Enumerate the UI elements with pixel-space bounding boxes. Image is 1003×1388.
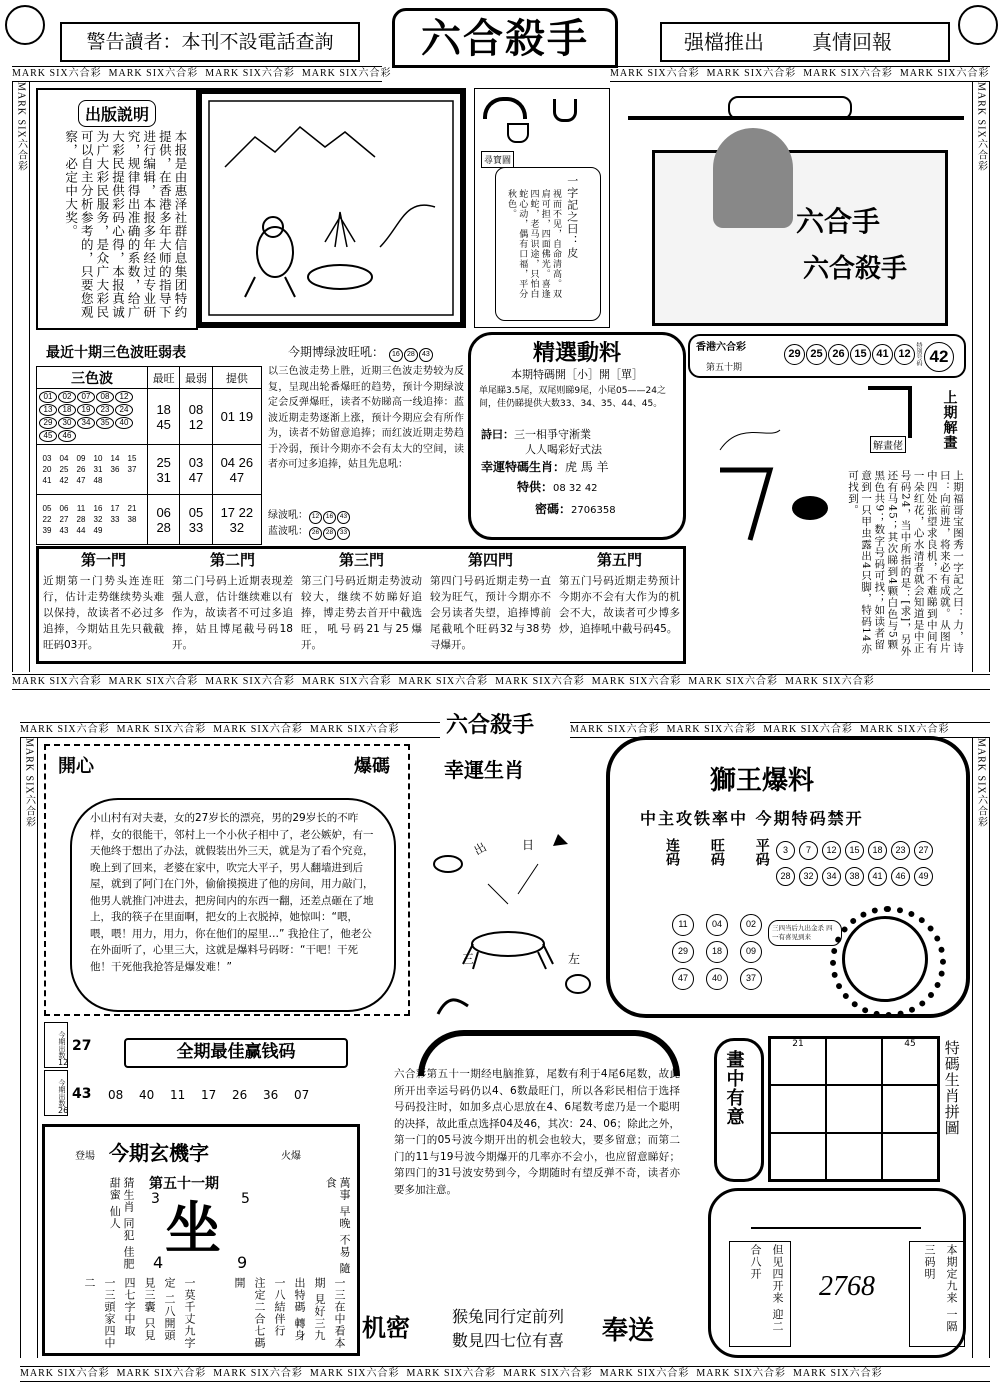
best-win-section: [44, 1022, 344, 1118]
lion-big-grid: [774, 838, 954, 890]
wave-number: 44: [76, 525, 86, 535]
miki-label: 机密: [362, 1313, 410, 1342]
lion-small-ball: 11: [672, 914, 694, 936]
door-4-body: 第四门号码近期走势一直较为旺气，预计今期亦不会另读者失望，追捧博前尾截吼个旺码32与38势寻爆开。: [430, 575, 551, 651]
wave-number: 49: [93, 525, 103, 535]
painting-cell-4: [770, 1085, 826, 1132]
lion-small-ball: 04: [706, 914, 728, 936]
wave-number: 21: [127, 503, 137, 513]
green-wave-ball: 12: [309, 511, 322, 524]
selected-open-line: 本期特碼開［小］開［單］: [511, 368, 643, 381]
red-wave-cold: 08 12: [180, 389, 212, 445]
lion-big-ball: 49: [914, 867, 933, 886]
wave-number: 22: [42, 514, 52, 524]
wave-number: 08: [96, 391, 114, 403]
wave-number: 04: [59, 453, 69, 463]
lion-title: 獅王爆料: [710, 766, 815, 796]
col-three-color: 三色波: [37, 367, 148, 389]
best-number: 36: [263, 1088, 279, 1102]
zodiac-animals-drawing: [418, 784, 598, 1014]
painting-cell-3: 45: [882, 1038, 938, 1085]
green-wave-ball: 43: [337, 511, 350, 524]
blue-wave-row: 蓝波吼： 26 28 33: [268, 522, 464, 538]
col-pick: 提供: [212, 367, 261, 389]
door-3-title: 第三門: [338, 551, 384, 569]
mystery-bottom-left: 一莫千丈九字定 二八開頭見三囊 只見四七字中取 一三頭家四中二: [83, 1277, 196, 1349]
wave-number: 06: [59, 503, 69, 513]
wave-number: 07: [77, 391, 95, 403]
lion-big-ball: 32: [799, 867, 818, 886]
blue-wave-ball: 26: [309, 527, 322, 540]
treasure-poem-box: [474, 88, 610, 328]
lottery-ball: 12: [894, 344, 915, 365]
wave-number: 10: [93, 453, 103, 463]
green-wave-cold: 05 33: [180, 495, 212, 545]
lion-big-ball: 15: [845, 841, 864, 860]
lion-big-ball: 41: [868, 867, 887, 886]
green-wave-pick: 17 22 32: [212, 495, 261, 545]
wave-number: 23: [96, 404, 114, 416]
door-2-body: 第二门号码上近期表现差强人意，估计继续难以有作为，故读者不可过多追捧，姑且博尾截号码18开。: [172, 575, 293, 651]
wave-number: 39: [42, 525, 52, 535]
slogan-left: 强檔推出: [684, 30, 764, 54]
best-side-1-value: 27: [72, 1038, 92, 1054]
publish-note-box: [36, 88, 198, 330]
five-doors-box: [36, 546, 686, 664]
warning-banner: [60, 22, 360, 62]
lion-headline: 中主攻铁率中 今期特码禁开: [640, 809, 864, 828]
door-5-body: 第五门号码近期走势预计今期亦不会有大作为的机会不大，故读者可少博多炒，追捧吼中截号码45。: [559, 575, 680, 635]
warning-text: 警告讀者：本刊不設電話查詢: [86, 31, 334, 53]
best-numbers: [108, 1088, 344, 1102]
lion-small-ball: 09: [740, 941, 762, 963]
poem-title: 一字記之曰：皮: [565, 175, 579, 259]
mystery-right-col: 萬事 早晚 不易 隨食: [324, 1177, 351, 1275]
final-right-text: 本期定九来 一隔三码明: [909, 1241, 965, 1347]
riddle-title: 上期解畫: [941, 390, 958, 450]
slogan-banner: [660, 22, 950, 62]
wave-number: 20: [42, 464, 52, 474]
door-4: [426, 549, 555, 655]
best-side-1: 今期出数: [44, 1022, 68, 1068]
mark-six-strip-right-top: MARK SIX六合彩: [972, 82, 990, 672]
mystery-num-3: 4: [153, 1253, 164, 1272]
mystery-num-1: 3: [151, 1191, 160, 1207]
final-box: [708, 1188, 966, 1358]
wave-number: 48: [93, 475, 103, 485]
wave-number: 33: [110, 514, 120, 524]
bird-drawing-box: [196, 88, 466, 328]
selected-lucky: 幸運特碼生肖：虎 馬 羊: [481, 460, 609, 474]
wave-number: 26: [76, 464, 86, 474]
girl-caption-bottom: 六合殺手: [803, 254, 908, 284]
mystery-right-tag: 火爆: [281, 1151, 301, 1162]
door-1: [39, 549, 168, 655]
lottery-label: 香港六合彩: [696, 342, 746, 353]
painting-side: 特碼生肖拼圖: [942, 1040, 961, 1136]
col-cold: 最弱: [180, 367, 212, 389]
miki-send: 奉送: [602, 1316, 655, 1346]
painting-section: [706, 1030, 968, 1184]
mystery-num-4: 9: [237, 1253, 248, 1272]
corner-ornament-tr: [958, 5, 998, 45]
mystery-bottom-right: 一三在中看本期 見好三九出特碼 轉身一八結伴行 注定二合七碼開: [233, 1277, 346, 1349]
blue-wave-hot: 25 31: [148, 445, 180, 495]
wave-number: 32: [93, 514, 103, 524]
lion-small-ball: 18: [706, 941, 728, 963]
wave-number: 35: [96, 417, 114, 429]
wave-section: [268, 340, 464, 540]
story-title-right: 爆碼: [354, 756, 390, 777]
lion-mane: [830, 906, 946, 1018]
treasure-badge: 尋寶圖: [481, 151, 514, 168]
painting-title: 畫中有意: [723, 1050, 745, 1126]
wave-number: 38: [127, 514, 137, 524]
col-hot: 最旺: [148, 367, 180, 389]
three-color-section: [36, 340, 262, 542]
wave-number: 18: [58, 404, 76, 416]
three-color-table: [36, 366, 262, 545]
lion-big-ball: 28: [776, 867, 795, 886]
mark-six-strip-bottom: MARK SIX六合彩 MARK SIX六合彩 MARK SIX六合彩 MARK SIX六合彩 MARK SIX六合彩 MARK SIX六合彩 MARK SIX六合彩 MARK SIX六合彩 MARK SIX六合彩: [20, 1366, 990, 1382]
door-5: [555, 549, 684, 639]
blue-wave-ball: 33: [337, 527, 350, 540]
mystery-box: [42, 1124, 360, 1356]
wave-number: 03: [42, 453, 52, 463]
wave-number: 45: [39, 430, 57, 442]
lion-big-ball: 18: [868, 841, 887, 860]
final-center: 2768: [819, 1271, 875, 1302]
lottery-ball: 25: [806, 344, 827, 365]
lottery-issue: 第五十期: [706, 363, 743, 373]
door-1-title: 第一門: [80, 551, 126, 569]
lottery-ball: 29: [784, 344, 805, 365]
mystery-num-2: 5: [241, 1191, 250, 1207]
horseshoe-icon: [553, 99, 577, 122]
mystery-big-char: 坐: [165, 1196, 221, 1262]
wave-number: 47: [76, 475, 86, 485]
analysis-body: 六合彩第五十一期经电脑推算，尾数有利于4尾6尾数，故此所开出幸运号码仍以4、6数最旺门，所以各彩民相信于选择号码投注时，如加多点心思放在4、6尾数考虑乃是一个聪明的决择，故此重点选择04及46，其次：24、06；除此之外，第一门的05号波今期开出的机会也较大，要多留意；而第二门的11与19号波今期爆开的几率亦不会小，也应留意睇好；第四门的31号波安势到今，今期随时有望反弹不奇，读者亦要多加注意。: [394, 1068, 680, 1196]
blue-wave-pick: 04 26 47: [212, 445, 261, 495]
girl-figure: [713, 128, 793, 228]
best-side-2-ref: 26: [58, 1106, 69, 1115]
poem-body: 视而不见，自命清高。双肩可担，四面佛光。喜逢四蛇，老马识途，只怕白蛇心动，偶有口福，平分秋色。: [506, 189, 561, 299]
selected-poem: 詩曰：三一相爭守淅業 人人喝彩好式法: [481, 428, 602, 456]
painting-cell-7: [770, 1133, 826, 1180]
wave-title-row: [268, 340, 464, 364]
mark-six-strip-top-left: MARK SIX六合彩 MARK SIX六合彩 MARK SIX六合彩 MARK SIX六合彩: [12, 66, 382, 82]
story-box: [44, 744, 410, 1016]
wave-number: 40: [115, 417, 133, 429]
lottery-ball: 26: [828, 344, 849, 365]
bird-flower-drawing: [205, 97, 457, 319]
wave-number: 02: [58, 391, 76, 403]
riddle-frame: [868, 386, 912, 438]
best-side-2: 今期出数: [44, 1070, 68, 1116]
wave-ball: 16: [389, 348, 403, 362]
best-title: 全期最佳赢钱码: [176, 1042, 296, 1062]
wave-number: 28: [76, 514, 86, 524]
best-title-banner: [124, 1038, 348, 1068]
wave-number: 01: [39, 391, 57, 403]
zodiac-char-3: 三: [462, 952, 475, 966]
mark-six-strip-top-right: MARK SIX六合彩 MARK SIX六合彩 MARK SIX六合彩 MARK SIX六合彩: [610, 66, 990, 82]
lion-big-ball: 46: [891, 867, 910, 886]
mystery-issue: 第五十一期: [149, 1176, 219, 1192]
rainbow-icon: [483, 97, 527, 119]
selected-special: 特供：08 32 42: [517, 480, 598, 494]
wave-number: 46: [58, 430, 76, 442]
lion-bubble: 三四当后九出金杀 四一有喜见到来: [768, 920, 842, 946]
selected-data-box: [468, 332, 686, 540]
wave-number: 11: [76, 503, 86, 513]
best-number: 07: [294, 1088, 310, 1102]
wave-number: 30: [58, 417, 76, 429]
door-2: [168, 549, 297, 655]
lion-labels: 连码 旺码 平码: [664, 838, 770, 866]
mark-six-strip-s2-left: MARK SIX六合彩 MARK SIX六合彩 MARK SIX六合彩 MARK SIX六合彩: [20, 722, 440, 738]
door-5-title: 第五門: [596, 551, 642, 569]
lion-small-ball: 37: [740, 968, 762, 990]
best-number: 08: [108, 1088, 124, 1102]
lion-big-ball: 12: [822, 841, 841, 860]
publish-note-body: 本报是由惠泽社群信息集团特约提供，在香港多年大师的指导下进行编辑，本报多年经过专业研究，规律得出准确的系数，给广大彩民提供彩码心得，本报真诚为广大彩民服务，是众广大彩民可以自主分析参考的，只要您观察，必定中大奖。: [63, 130, 188, 319]
green-wave-ball: 16: [323, 511, 336, 524]
final-left-text: 但见四开来 迎二合八开: [729, 1241, 791, 1347]
wave-number: 42: [59, 475, 69, 485]
miki-text-2: 數見四七位有喜: [452, 1331, 565, 1350]
wave-number: 12: [115, 391, 133, 403]
zodiac-char-2: 日: [522, 838, 535, 852]
wave-number: 43: [59, 525, 69, 535]
wave-title: 今期博绿波旺吼：: [288, 345, 385, 359]
wave-number: 14: [110, 453, 120, 463]
best-side-2-value: 43: [72, 1086, 92, 1102]
wave-number: 15: [127, 453, 137, 463]
lion-big-ball: 23: [891, 841, 910, 860]
wave-number: 25: [59, 464, 69, 474]
wave-number: 41: [42, 475, 52, 485]
lion-box: [606, 736, 970, 1018]
wave-number: 16: [93, 503, 103, 513]
wave-ball: 43: [419, 348, 433, 362]
blue-wave-nums: [37, 445, 148, 495]
lion-big-ball: 27: [914, 841, 933, 860]
pot-icon: [507, 123, 529, 143]
riddle-tag: 解畫佬: [870, 436, 906, 453]
mystery-title: 今期玄機字: [109, 1141, 209, 1165]
painting-cell-9: [882, 1133, 938, 1180]
painting-cell-6: [882, 1085, 938, 1132]
mark-six-strip-s2-right: MARK SIX六合彩 MARK SIX六合彩 MARK SIX六合彩 MARK SIX六合彩: [570, 722, 990, 738]
wave-number: 34: [77, 417, 95, 429]
lucky-zodiac-section: [418, 744, 598, 1016]
red-wave-nums: [37, 389, 148, 445]
door-4-title: 第四門: [467, 551, 513, 569]
lottery-special-ball: 42: [924, 342, 954, 372]
door-2-title: 第二門: [209, 551, 255, 569]
lion-big-ball: 38: [845, 867, 864, 886]
lottery-ball: 15: [850, 344, 871, 365]
mark-six-strip-left-top: MARK SIX六合彩: [12, 82, 30, 672]
lion-small-ball: 29: [672, 941, 694, 963]
painting-cell-5: [826, 1085, 882, 1132]
wave-body: 以三色波走势上胜，近期三色波走势较为反复，呈现出轮番爆旺的趋势，预计今期绿波定会反弹爆旺，读者不妨睇高一线追捧：蓝波近期走势逐渐上涨，预计今期应会有所作为，读者不妨留意追捧；而红波近期走势趋于冷弱，预计今期亦不会有太大的空间，读者亦可过多追捧，姑且先息吼：: [268, 366, 464, 470]
door-3: [297, 549, 426, 655]
lion-small-ball: 40: [706, 968, 728, 990]
lottery-ball: 41: [872, 344, 893, 365]
selected-code: 密碼：2706358: [535, 502, 616, 516]
zodiac-char-1: 出: [471, 839, 489, 858]
slogan-right: 真情回報: [812, 30, 892, 54]
section2-title: 六合殺手: [446, 712, 535, 738]
wave-number: 17: [110, 503, 120, 513]
lion-small-grid: [666, 912, 776, 993]
lottery-special-tag: 特别号码: [915, 342, 922, 366]
riddle-body: 上期福哥宝图秀一字記之曰：力，诗曰：向前进，将来必有成就。从图片中四处张望求良机，不难睇到中间有一朵红花，心水清者就会知道是中正号码24，当中所指的是：[求]，另外还有马45；其次睇到4颗白色与5颗黑色共9；数字号码可找；如读者留意到一只甲虫露出4只脚，特码14亦可找到。: [847, 470, 964, 657]
girl-photo-frame: [618, 88, 968, 328]
girl-photo-hanger: [728, 96, 852, 120]
wave-number: 05: [42, 503, 52, 513]
best-number: 40: [139, 1088, 155, 1102]
mystery-left-tag: 登場: [75, 1151, 95, 1162]
lottery-result-box: [688, 334, 966, 378]
wave-number: 37: [127, 464, 137, 474]
three-color-title: 最近十期三色波旺弱表: [46, 345, 186, 361]
final-title-bar: [751, 1201, 921, 1229]
lion-small-ball: 47: [672, 968, 694, 990]
wave-ball: 28: [404, 348, 418, 362]
wave-number: 09: [76, 453, 86, 463]
best-number: 11: [170, 1088, 186, 1102]
green-wave-row: 绿波吼： 12 16 43: [268, 506, 464, 522]
miki-section: [362, 1298, 696, 1358]
best-side-1-ref: 12: [58, 1058, 69, 1067]
wave-number: 24: [115, 404, 133, 416]
wave-number: 13: [39, 404, 57, 416]
mark-six-strip-right-bottom: MARK SIX六合彩: [972, 738, 990, 1358]
lion-big-ball: 3: [776, 841, 795, 860]
analysis-section: [368, 1030, 696, 1292]
logo-frame: [392, 8, 618, 68]
blue-wave-ball: 28: [323, 527, 336, 540]
green-wave-hot: 06 28: [148, 495, 180, 545]
wave-number: 36: [110, 464, 120, 474]
girl-caption-top: 六合手: [796, 205, 881, 238]
red-wave-hot: 18 45: [148, 389, 180, 445]
miki-text-1: 猴兔同行定前列: [452, 1307, 565, 1326]
riddle-section: [690, 380, 968, 666]
zodiac-char-4: 左: [568, 952, 581, 966]
painting-cell-1: 21: [770, 1038, 826, 1085]
publish-note-title: 出版説明: [78, 100, 156, 127]
lion-big-ball: 34: [822, 867, 841, 886]
lion-small-ball: 02: [740, 914, 762, 936]
wave-number: 31: [93, 464, 103, 474]
corner-ornament-tl: [5, 5, 45, 45]
blue-wave-cold: 03 47: [180, 445, 212, 495]
mark-six-strip-left-bottom: MARK SIX六合彩: [20, 738, 38, 1358]
story-body: 小山村有对夫妻，女的27岁长的漂亮，男的29岁长的不咋样，女的很能干，邻村上一个小伙子相中了，老公嫉妒，有一天他终于想出了办法，就假装出外三天，就是为了看个究竟，晚上到了回来，老婆在家中，吹完大平子，男人翻墙进到后屋，就到了阿门在门外，偷偷摸摸进了他的房间，用力敲门，他男人就推门冲进去，把房间内的东西一翻，还差点砸在了地上，我的筷子在里面啊，把女的上衣脱掉，她惊叫：“喂，喂，喂！用力，用力，你在他们的屋里…” 我抢住了，他老公在外面听了，心里三大，这就是爆料号码呀：“干吧！干死他！干死他我抢答是爆发难！”: [90, 812, 374, 973]
lion-big-ball: 7: [799, 841, 818, 860]
selected-title: 精選動料: [532, 340, 621, 366]
green-wave-nums: [37, 495, 148, 545]
wave-number: 29: [39, 417, 57, 429]
mark-six-strip-mid: MARK SIX六合彩 MARK SIX六合彩 MARK SIX六合彩 MARK SIX六合彩 MARK SIX六合彩 MARK SIX六合彩 MARK SIX六合彩 MARK SIX六合彩 MARK SIX六合彩: [12, 674, 990, 690]
story-title-left: 開心: [58, 756, 94, 777]
mystery-left-col: 猜生肖 同犯 佳肥 甜蜜 仙人: [108, 1177, 135, 1270]
painting-cell-2: [826, 1038, 882, 1085]
wave-number: 27: [59, 514, 69, 524]
painting-grid: [768, 1036, 940, 1182]
best-number: 26: [232, 1088, 248, 1102]
wave-number: 19: [77, 404, 95, 416]
selected-tail-line: 单尾睇3.5尾，双尾则睇9尾，小尾05——24之间，佳仍睇提供大数33、34、35、44、45。: [479, 386, 666, 409]
logo-text: 六合殺手: [421, 15, 589, 62]
best-number: 17: [201, 1088, 217, 1102]
door-3-body: 第三门号码近期走势波动较大，继续不妨睇好追捧，博走势去首开中截选旺，吼号码21与25爆开。: [301, 575, 422, 651]
painting-cell-8: [826, 1133, 882, 1180]
red-wave-pick: 01 19: [212, 389, 261, 445]
lucky-zodiac-title: 幸運生肖: [444, 758, 524, 782]
door-1-body: 近期第一门势头连连旺行，估计走势继续势头难以保持，故读者不必过多追捧，今期姑且先只截截旺码03开。: [43, 575, 164, 651]
